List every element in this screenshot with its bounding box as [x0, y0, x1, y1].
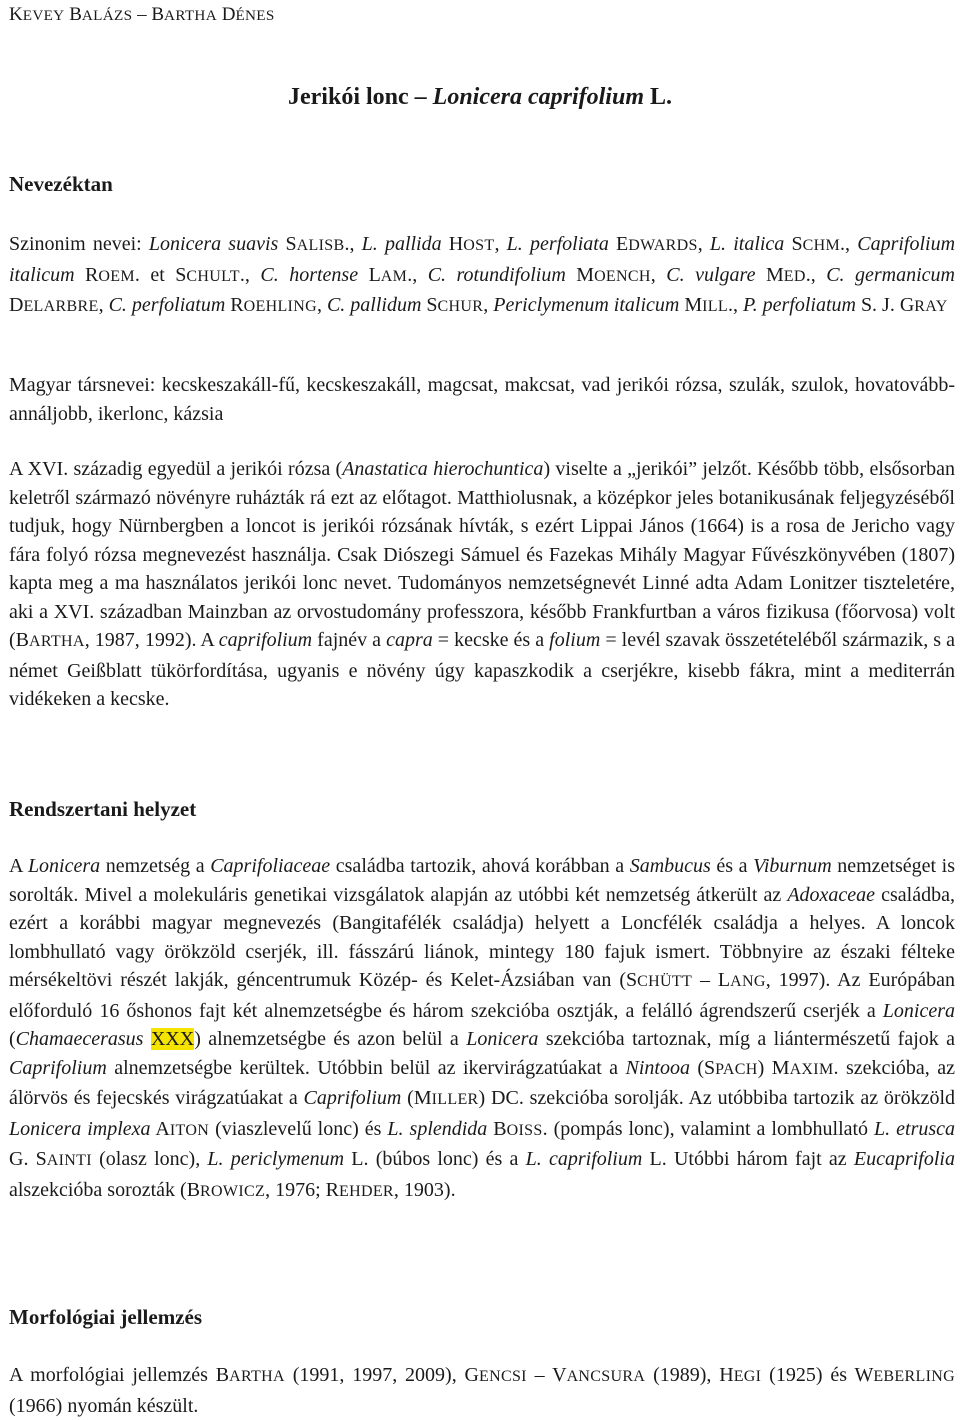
i: L. etrusca — [874, 1117, 956, 1140]
t: és a — [710, 855, 754, 877]
t: ) viselte a „jerikói” jelzőt. Később több, elsősorban keletről származó növényre ruházták rá ezt az előtagot. Matthiolusnak, a középkor jeles botanikusának feljegyzéséből tudjuk, hogy Nürnbergben a loncot is jerikói rózsának hívták, s ezért Lippai János (1664) is a rosa de Jericho vagy fára folyó rózsa megnevezést használja. Csak Diószegi Sámuel és Fazekas Mihály Magyar Fűvészkönyvében (1807) kapta meg a ma használatos jerikói lonc nevet. Tudományos nemzetségnevét Linné adta Adam Lonitzer tiszteletére, aki a XVI. században Mainzban az orvostudomány professzora, később Frankfurtban a város fizikusa (főorvosa) volt (B — [9, 458, 955, 651]
history-paragraph — [9, 455, 955, 714]
t: fajnév a — [312, 629, 387, 651]
t: ) alnemzetségbe és azon belül a — [194, 1028, 467, 1050]
header-text: ARTHA — [164, 7, 217, 24]
t: (1989), H — [645, 1364, 734, 1386]
i: Adoxaceae — [787, 883, 876, 906]
i: Lonicera implexa — [9, 1117, 151, 1140]
i: Lonicera — [466, 1028, 539, 1050]
s: AXIM — [789, 1060, 834, 1078]
t: L. Utóbbi három fajt az — [642, 1148, 854, 1170]
t: (viaszlevelű lonc) és — [209, 1117, 388, 1140]
t: . (pompás lonc), valamint a lombhullató — [542, 1117, 875, 1140]
highlight-placeholder: XXX — [150, 1028, 195, 1050]
t: S — [278, 233, 297, 255]
t: ., — [727, 294, 738, 316]
t: nemzetséget is sorolták. Mivel a molekuláris genetikai vizsgálatok alapján az utóbbi két nemzetség átkerült az — [9, 855, 955, 906]
header-text: D — [221, 4, 236, 25]
i: P. perfoliatum — [737, 294, 856, 316]
t: (1925) és W — [761, 1364, 874, 1386]
s: OISS — [506, 1121, 543, 1139]
header-text: K — [9, 4, 23, 25]
t: L. (búbos lonc) és a — [344, 1148, 526, 1170]
s: ED — [783, 267, 806, 285]
t: , — [494, 233, 500, 255]
s: ANG — [730, 973, 766, 990]
t: alszekcióba sorozták (B — [9, 1178, 201, 1201]
t: családba tartozik, ahová korábban a — [330, 855, 630, 877]
t: , 1987, 1992). A — [84, 629, 219, 651]
t: G. S — [9, 1148, 47, 1170]
i: C. perfoliatum — [103, 294, 226, 316]
heading-morphology: Morfológiai jellemzés — [9, 1305, 202, 1329]
t: ., — [407, 263, 418, 286]
t: E — [608, 233, 629, 255]
t: R — [225, 294, 244, 316]
s: PACH — [715, 1060, 758, 1078]
s: CHULT — [186, 267, 240, 285]
s: DWARDS — [628, 237, 698, 254]
i: Lonicera suavis — [148, 233, 279, 255]
s: ILL — [702, 298, 728, 315]
t: ) M — [757, 1056, 790, 1079]
morphology-paragraph — [9, 1361, 955, 1420]
header-text: EVEY — [22, 7, 65, 24]
s: OEM — [98, 267, 135, 285]
i: Caprifolium — [9, 1056, 107, 1079]
i: Caprifoliaceae — [210, 855, 331, 877]
i: C. hortense — [249, 263, 359, 286]
s: ITON — [169, 1121, 210, 1139]
t: , 1976; R — [265, 1178, 339, 1201]
s: CHUR — [437, 298, 484, 315]
s: OENCH — [594, 267, 651, 285]
i: capra — [386, 629, 433, 651]
t: – L — [692, 969, 731, 991]
i: Chamaecerasus — [15, 1028, 144, 1050]
i: C. germanicum — [815, 263, 955, 286]
t: (1991, 1997, 2009), G — [284, 1364, 479, 1386]
heading-taxonomy: Rendszertani helyzet — [9, 797, 197, 821]
heading-nomenclature: Nevezéktan — [9, 172, 113, 196]
header-text: ALÁZS — [81, 7, 133, 24]
t: A — [150, 1117, 170, 1140]
t: (olasz lonc), — [91, 1148, 208, 1170]
page-title — [0, 84, 960, 111]
i: Caprifolium — [303, 1087, 402, 1109]
t: – V — [526, 1364, 567, 1386]
s: ALISB — [296, 237, 345, 254]
t: ( — [9, 1028, 16, 1050]
s: ARTHA — [229, 1368, 285, 1385]
s: ELARBRE — [23, 298, 99, 315]
s: ILLER — [431, 1091, 479, 1108]
i: L. italica — [702, 233, 785, 255]
s: ANCSURA — [566, 1368, 646, 1385]
s: AINTI — [46, 1152, 92, 1169]
t: S. J. G — [855, 294, 915, 316]
title-scientific: Lonicera caprifolium — [432, 84, 644, 110]
i: L. caprifolium — [525, 1148, 643, 1170]
t: A — [9, 855, 28, 877]
t: H — [441, 233, 464, 255]
t: R — [74, 263, 99, 286]
t: , — [650, 263, 656, 286]
t: (M — [401, 1087, 432, 1109]
t: A XVI. századig egyedül a jerikói rózsa ( — [9, 458, 343, 480]
i: Lonicera — [882, 999, 955, 1022]
s: ROWICZ — [200, 1182, 266, 1200]
s: EGI — [733, 1368, 762, 1385]
s: AM — [380, 267, 408, 285]
t: B — [487, 1117, 507, 1140]
s: OEHLING — [243, 298, 317, 315]
t: A morfológiai jellemzés B — [9, 1364, 230, 1386]
i: Eucaprifolia — [853, 1148, 955, 1170]
t: alnemzetségbe kerültek. Utóbbin belül az ikervirágzatúakat a — [106, 1056, 626, 1079]
i: L. perfoliata — [499, 233, 609, 255]
i: C. pallidum — [321, 294, 422, 316]
t: ., — [239, 263, 250, 286]
t: , — [98, 294, 104, 316]
synonyms-paragraph — [9, 230, 955, 322]
t: D — [9, 294, 24, 316]
s: CHÜTT — [637, 973, 693, 990]
i: folium — [549, 629, 601, 651]
i: Nintooa — [625, 1056, 690, 1079]
t: M — [755, 263, 784, 286]
t: S — [421, 294, 438, 316]
s: EBERLING — [873, 1368, 955, 1385]
s: EHDER — [338, 1182, 394, 1200]
t: (1966) nyomán készült. — [9, 1394, 199, 1417]
t: ., — [344, 233, 355, 255]
s: RAY — [914, 298, 948, 315]
i: caprifolium — [218, 629, 313, 651]
i: L. pallida — [354, 233, 442, 255]
header-text: ÉNES — [235, 7, 275, 24]
title-common: Jerikói lonc – — [288, 84, 433, 110]
running-head — [9, 4, 275, 26]
t: ) DC. szekcióba sorolják. Az utóbbiba tartozik az örökzöld — [478, 1087, 955, 1109]
t: családba, ezért a korábbi magyar megnevezés (Bangitafélék családja) helyett a Loncfélék családja a helyes. A loncok lombhullató vagy örökzöld cserjék, ill. fásszárú liánok, mintegy 180 fajuk ismert. Többnyire az északi félteke mérsékeltövi részét lakják, géncentrumuk Közép- és Kelet-Ázsiában van (S — [9, 883, 955, 991]
i: Lonicera — [27, 855, 101, 877]
t: (S — [689, 1056, 716, 1079]
header-text: B — [151, 4, 165, 25]
i: Sambucus — [629, 855, 711, 877]
s: CHM — [802, 237, 841, 254]
i: C. vulgare — [655, 263, 756, 286]
t: = levél szavak összetételéből származik, s a német Geißblatt tükörfordítása, ugyanis e növény úgy kapaszkodik a cserjékre, kisebb fákra, mint a mediterrán vidékeken a kecske. — [9, 629, 955, 710]
t: . szekcióba, az álörvös és fejecskés virágzatúakat a — [9, 1056, 955, 1109]
vernacular-paragraph: Magyar társnevei: kecskeszakáll-fű, kecskeszakáll, magcsat, makcsat, vad jerikói rózsa, szulák, szulok, hovatovább-annáljobb, ikerlonc, kázsia — [9, 374, 955, 425]
t — [143, 1028, 150, 1050]
s: ARTHA — [29, 633, 85, 650]
t: = kecske és a — [432, 629, 550, 651]
t: szekcióba tartoznak, míg a liántermészetű fajok a — [538, 1028, 956, 1050]
t: M — [565, 263, 595, 286]
header-text: B — [69, 4, 82, 25]
t: M — [679, 294, 703, 316]
i: Caprifolium italicum — [9, 233, 956, 286]
s: ENCSI — [478, 1368, 527, 1385]
t: , 1903). — [393, 1178, 456, 1201]
s: OST — [463, 237, 495, 254]
t: . et S — [134, 263, 187, 286]
title-author: L. — [643, 84, 672, 110]
taxonomy-paragraph — [9, 852, 955, 1206]
t: Szinonim nevei: — [9, 233, 149, 255]
i: C. rotundifolium — [417, 263, 566, 286]
t: nemzetség a — [100, 855, 211, 877]
t: , — [697, 233, 703, 255]
t: , — [483, 294, 489, 316]
i: italicum — [608, 294, 680, 316]
t: ., — [805, 263, 816, 286]
i: Periclymenum — [488, 294, 609, 316]
i: Viburnum — [753, 855, 832, 877]
t: ., — [840, 233, 851, 255]
header-text: – — [132, 4, 152, 25]
t: L — [358, 263, 381, 286]
t: , — [316, 294, 322, 316]
i: L. periclymenum — [207, 1148, 345, 1170]
t: S — [784, 233, 803, 255]
i: Anastatica hierochuntica — [342, 458, 544, 480]
t: , 1997). Az Európában előforduló 16 őshonos fajt két alnemzetségbe és három szekcióba osztják, a felálló ágrendszerű cserjék a — [9, 969, 956, 1022]
i: L. splendida — [387, 1117, 488, 1140]
